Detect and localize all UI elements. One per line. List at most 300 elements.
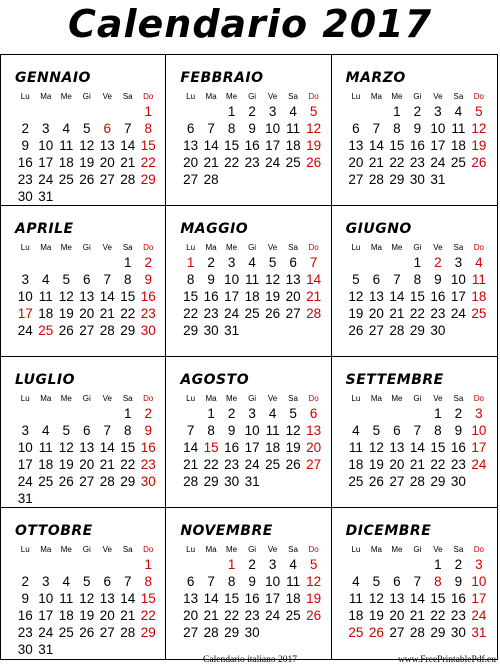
day-cell: 1	[123, 255, 132, 270]
weekday-label: Me	[226, 92, 238, 101]
day-cell: 11	[38, 440, 53, 455]
month-name: GIUGNO	[345, 221, 412, 237]
weekday-label: Ve	[433, 545, 443, 554]
day-cell: 28	[409, 625, 425, 640]
day-cell	[201, 556, 222, 573]
day-cell	[77, 188, 98, 205]
day-cell: 14	[99, 440, 115, 455]
weekday-label: Ve	[102, 394, 112, 403]
weekday-label: Ve	[102, 92, 112, 101]
day-cell: 22	[203, 457, 219, 472]
day-cell	[138, 188, 159, 205]
day-cell	[77, 641, 98, 658]
day-cell: 4	[289, 104, 297, 119]
day-cell: 30	[17, 189, 33, 204]
weekday-label: Me	[391, 394, 403, 403]
day-cell: 24	[430, 155, 446, 170]
weekday-header	[180, 242, 324, 254]
day-cell: 6	[82, 272, 91, 287]
day-cell: 30	[224, 474, 240, 489]
week-row	[15, 271, 159, 288]
day-cell	[469, 171, 490, 188]
month-name: AGOSTO	[180, 372, 250, 388]
day-cell: 25	[244, 306, 260, 321]
day-cell: 5	[268, 255, 277, 270]
day-cell	[97, 405, 118, 422]
week-row	[346, 624, 491, 641]
day-cell: 15	[140, 138, 156, 153]
day-cell: 14	[409, 591, 425, 606]
day-cell: 31	[244, 474, 260, 489]
day-cell	[77, 556, 98, 573]
day-cell: 14	[120, 591, 136, 606]
day-cell: 16	[430, 289, 446, 304]
day-cell	[346, 103, 367, 120]
day-cell: 27	[389, 474, 405, 489]
week-row	[346, 573, 491, 590]
day-cell: 24	[38, 172, 54, 187]
week-row	[15, 573, 159, 590]
month-block	[166, 508, 331, 659]
day-cell: 24	[244, 457, 260, 472]
day-cell: 29	[140, 625, 156, 640]
day-cell	[36, 490, 57, 507]
week-row	[15, 171, 159, 188]
day-cell: 5	[82, 121, 91, 136]
day-cell: 3	[475, 406, 483, 421]
day-cell: 23	[409, 155, 425, 170]
day-cell: 26	[285, 457, 301, 472]
day-cell	[366, 405, 387, 422]
week-row	[180, 624, 324, 641]
day-cell: 9	[21, 591, 29, 606]
day-cell: 26	[348, 323, 364, 338]
day-cell: 19	[265, 289, 281, 304]
day-cell	[283, 473, 304, 490]
day-cell: 5	[372, 574, 381, 589]
month-block	[332, 55, 497, 206]
day-cell: 25	[450, 155, 466, 170]
day-cell: 18	[285, 591, 301, 606]
day-cell: 16	[140, 289, 156, 304]
day-cell: 1	[207, 406, 215, 421]
weekday-label: Sa	[288, 243, 298, 252]
day-cell: 7	[123, 574, 132, 589]
weekday-label: Gi	[82, 243, 91, 252]
day-cell: 30	[203, 323, 219, 338]
day-cell: 10	[450, 272, 466, 287]
day-cell	[56, 188, 77, 205]
day-cell: 6	[103, 121, 111, 136]
day-cell	[15, 103, 36, 120]
weekday-label: Do	[143, 92, 154, 101]
day-cell: 20	[389, 608, 405, 623]
day-cell: 14	[99, 289, 115, 304]
month-name: DICEMBRE	[345, 523, 432, 539]
day-cell	[180, 103, 201, 120]
day-cell	[15, 405, 36, 422]
day-cell: 13	[368, 289, 384, 304]
day-cell: 11	[38, 289, 53, 304]
day-cell: 18	[348, 457, 364, 472]
week-row	[346, 405, 491, 422]
day-cell: 27	[389, 625, 405, 640]
day-cell: 6	[186, 574, 195, 589]
week-row	[346, 103, 491, 120]
day-cell: 25	[38, 323, 54, 338]
day-cell: 23	[17, 625, 33, 640]
day-cell: 28	[203, 625, 219, 640]
day-cell: 2	[144, 406, 152, 421]
day-cell: 15	[183, 289, 199, 304]
day-cell: 6	[393, 574, 401, 589]
day-cell: 18	[450, 138, 466, 153]
day-cell: 28	[306, 306, 322, 321]
day-cell: 7	[372, 121, 381, 136]
weekday-label: Ma	[40, 545, 52, 554]
day-cell	[283, 322, 304, 339]
day-cell: 20	[183, 155, 199, 170]
week-row	[180, 171, 324, 188]
weekday-header	[180, 393, 324, 405]
day-cell: 31	[38, 642, 54, 657]
day-cell: 12	[58, 440, 74, 455]
day-cell: 3	[434, 104, 442, 119]
day-cell: 25	[471, 306, 487, 321]
day-cell: 15	[203, 440, 219, 455]
day-cell: 5	[82, 574, 91, 589]
day-cell: 25	[58, 625, 74, 640]
weekday-label: Me	[60, 545, 72, 554]
day-cell: 10	[38, 138, 54, 153]
day-cell: 23	[430, 306, 446, 321]
day-cell: 12	[285, 423, 301, 438]
weekday-header	[15, 242, 159, 254]
day-cell	[366, 556, 387, 573]
weekday-header	[346, 393, 491, 405]
day-cell: 7	[413, 423, 422, 438]
month-block	[166, 206, 331, 357]
week-row	[346, 422, 491, 439]
day-cell: 21	[306, 289, 322, 304]
day-cell: 26	[368, 474, 384, 489]
day-cell: 22	[140, 608, 156, 623]
week-row	[15, 624, 159, 641]
day-cell: 23	[224, 457, 240, 472]
day-cell	[387, 556, 408, 573]
week-row	[180, 556, 324, 573]
day-cell: 20	[389, 457, 405, 472]
day-cell: 28	[203, 172, 219, 187]
week-row	[15, 607, 159, 624]
day-cell: 10	[224, 272, 240, 287]
day-cell: 25	[38, 474, 54, 489]
day-cell	[221, 171, 242, 188]
day-cell	[36, 254, 57, 271]
weekday-label: Me	[60, 92, 72, 101]
day-cell	[407, 405, 428, 422]
weekday-label: Me	[391, 92, 403, 101]
day-cell: 9	[454, 574, 463, 589]
day-cell: 22	[389, 155, 405, 170]
week-row	[15, 641, 159, 658]
day-cell: 31	[430, 172, 446, 187]
week-row	[346, 171, 491, 188]
day-cell: 20	[306, 440, 322, 455]
day-cell: 16	[224, 440, 240, 455]
month-name: SETTEMBRE	[345, 372, 444, 388]
weekday-label: Gi	[248, 92, 257, 101]
week-row	[180, 137, 324, 154]
day-cell: 24	[17, 323, 33, 338]
day-cell: 12	[368, 440, 384, 455]
day-cell: 2	[207, 255, 215, 270]
day-cell: 4	[62, 574, 70, 589]
week-row	[15, 103, 159, 120]
week-row	[180, 254, 324, 271]
day-cell: 11	[286, 121, 301, 136]
week-row	[346, 137, 491, 154]
footer-caption: Calendario italiano 2017	[203, 655, 297, 665]
day-cell: 17	[38, 155, 54, 170]
weekday-label: Do	[143, 243, 154, 252]
day-cell: 26	[306, 155, 322, 170]
weekday-label: Ma	[40, 92, 52, 101]
day-cell: 2	[21, 574, 29, 589]
day-cell: 21	[120, 608, 136, 623]
day-cell	[15, 556, 36, 573]
weekday-label: Ve	[267, 545, 278, 554]
day-cell: 15	[120, 440, 136, 455]
day-cell: 16	[17, 608, 33, 623]
week-row	[15, 556, 159, 573]
day-cell: 8	[413, 272, 422, 287]
day-cell: 26	[58, 474, 74, 489]
day-cell: 21	[99, 306, 115, 321]
day-cell	[262, 473, 283, 490]
weekday-label: Me	[60, 243, 72, 252]
weekday-label: Ve	[267, 243, 278, 252]
day-cell: 9	[144, 423, 152, 438]
day-cell	[366, 103, 387, 120]
day-cell: 5	[309, 104, 318, 119]
day-cell: 23	[140, 306, 156, 321]
day-cell: 6	[393, 423, 401, 438]
day-cell: 25	[285, 608, 301, 623]
day-cell: 5	[475, 104, 483, 119]
day-cell: 26	[79, 625, 95, 640]
day-cell: 20	[79, 306, 95, 321]
day-cell: 4	[454, 104, 463, 119]
day-cell: 1	[186, 255, 195, 270]
week-row	[180, 405, 324, 422]
day-cell: 19	[306, 591, 322, 606]
weekday-label: Lu	[186, 394, 196, 403]
weekday-label: Ve	[267, 92, 278, 101]
day-cell	[303, 322, 324, 339]
week-row	[180, 288, 324, 305]
day-cell: 12	[471, 121, 487, 136]
day-cell: 13	[79, 289, 95, 304]
day-cell: 9	[434, 272, 442, 287]
day-cell: 7	[413, 574, 422, 589]
day-cell: 9	[413, 121, 422, 136]
day-cell: 23	[203, 306, 219, 321]
day-cell: 24	[265, 155, 281, 170]
weekday-label: Gi	[413, 545, 422, 554]
weekday-label: Gi	[248, 545, 257, 554]
day-cell: 11	[348, 440, 363, 455]
weekday-label: Me	[226, 545, 238, 554]
day-cell	[303, 171, 324, 188]
day-cell	[346, 556, 367, 573]
week-row	[15, 439, 159, 456]
day-cell: 11	[348, 591, 363, 606]
day-cell: 8	[123, 272, 132, 287]
day-cell	[56, 103, 77, 120]
day-cell: 24	[450, 306, 466, 321]
day-cell	[97, 641, 118, 658]
month-block	[1, 55, 166, 206]
day-cell	[180, 556, 201, 573]
day-cell: 14	[409, 440, 425, 455]
day-cell: 22	[224, 155, 240, 170]
day-cell: 29	[183, 323, 199, 338]
weekday-header	[15, 91, 159, 103]
day-cell: 9	[207, 272, 215, 287]
week-row	[15, 590, 159, 607]
day-cell: 26	[79, 172, 95, 187]
day-cell: 17	[17, 457, 33, 472]
day-cell: 16	[450, 591, 466, 606]
day-cell: 22	[409, 306, 425, 321]
day-cell: 13	[99, 591, 115, 606]
weekday-header	[346, 242, 491, 254]
day-cell: 2	[248, 104, 256, 119]
weekday-label: Gi	[82, 545, 91, 554]
day-cell: 9	[227, 423, 236, 438]
week-row	[15, 473, 159, 490]
day-cell: 17	[265, 138, 281, 153]
weekday-label: Lu	[186, 243, 196, 252]
day-cell: 29	[203, 474, 219, 489]
day-cell: 28	[120, 625, 136, 640]
day-cell: 2	[21, 121, 29, 136]
day-cell: 12	[79, 591, 95, 606]
day-cell: 21	[409, 608, 425, 623]
day-cell: 2	[413, 104, 422, 119]
day-cell	[77, 490, 98, 507]
day-cell: 9	[144, 272, 152, 287]
day-cell	[97, 556, 118, 573]
weekday-label: Ma	[205, 243, 217, 252]
day-cell	[118, 490, 139, 507]
day-cell: 30	[430, 323, 446, 338]
day-cell: 12	[306, 121, 322, 136]
week-row	[15, 456, 159, 473]
day-cell: 29	[430, 625, 446, 640]
day-cell: 21	[183, 457, 199, 472]
weekday-label: Sa	[122, 92, 133, 101]
day-cell: 19	[79, 155, 95, 170]
day-cell: 1	[434, 406, 442, 421]
weekday-label: Ma	[205, 92, 217, 101]
weekday-label: Ma	[205, 394, 217, 403]
month-block	[166, 55, 331, 206]
day-cell: 25	[285, 155, 301, 170]
day-cell	[262, 171, 283, 188]
page-title: Calendario 2017	[67, 2, 433, 46]
month-name: MAGGIO	[180, 221, 249, 237]
weekday-label: Lu	[351, 243, 361, 252]
week-row	[346, 473, 491, 490]
week-row	[15, 405, 159, 422]
week-row	[180, 573, 324, 590]
day-cell: 26	[58, 323, 74, 338]
day-cell: 18	[38, 306, 54, 321]
day-cell: 18	[471, 289, 487, 304]
day-cell: 27	[306, 457, 322, 472]
month-block	[1, 206, 166, 357]
day-cell: 16	[203, 289, 219, 304]
month-name: OTTOBRE	[15, 523, 93, 539]
months-grid	[0, 54, 498, 660]
weekday-header	[346, 544, 491, 556]
week-row	[15, 490, 159, 507]
day-cell: 1	[227, 557, 236, 572]
weekday-label: Sa	[288, 394, 298, 403]
day-cell: 24	[265, 608, 281, 623]
day-cell: 3	[21, 423, 29, 438]
weekday-label: Lu	[186, 545, 196, 554]
day-cell	[77, 405, 98, 422]
day-cell: 30	[450, 625, 466, 640]
day-cell: 11	[59, 138, 74, 153]
day-cell	[448, 322, 469, 339]
day-cell: 24	[38, 625, 54, 640]
day-cell: 1	[144, 557, 152, 572]
day-cell: 1	[144, 104, 152, 119]
day-cell	[138, 490, 159, 507]
week-row	[180, 473, 324, 490]
day-cell: 11	[286, 574, 301, 589]
day-cell	[469, 322, 490, 339]
day-cell: 6	[82, 423, 91, 438]
day-cell: 18	[348, 608, 364, 623]
day-cell: 7	[186, 423, 195, 438]
day-cell	[242, 171, 263, 188]
weekday-label: Gi	[413, 92, 422, 101]
weekday-label: Sa	[453, 92, 464, 101]
day-cell	[15, 254, 36, 271]
day-cell: 8	[434, 423, 442, 438]
day-cell: 27	[368, 323, 384, 338]
day-cell: 10	[471, 574, 487, 589]
weekday-label: Do	[308, 92, 319, 101]
week-row	[180, 456, 324, 473]
day-cell	[36, 556, 57, 573]
day-cell: 29	[120, 474, 136, 489]
day-cell: 13	[183, 138, 199, 153]
day-cell: 16	[140, 440, 156, 455]
weekday-label: Do	[473, 243, 485, 252]
weekday-label: Sa	[122, 545, 133, 554]
day-cell	[262, 322, 283, 339]
day-cell: 12	[348, 289, 364, 304]
day-cell: 31	[471, 625, 487, 640]
day-cell: 30	[409, 172, 425, 187]
day-cell	[36, 103, 57, 120]
